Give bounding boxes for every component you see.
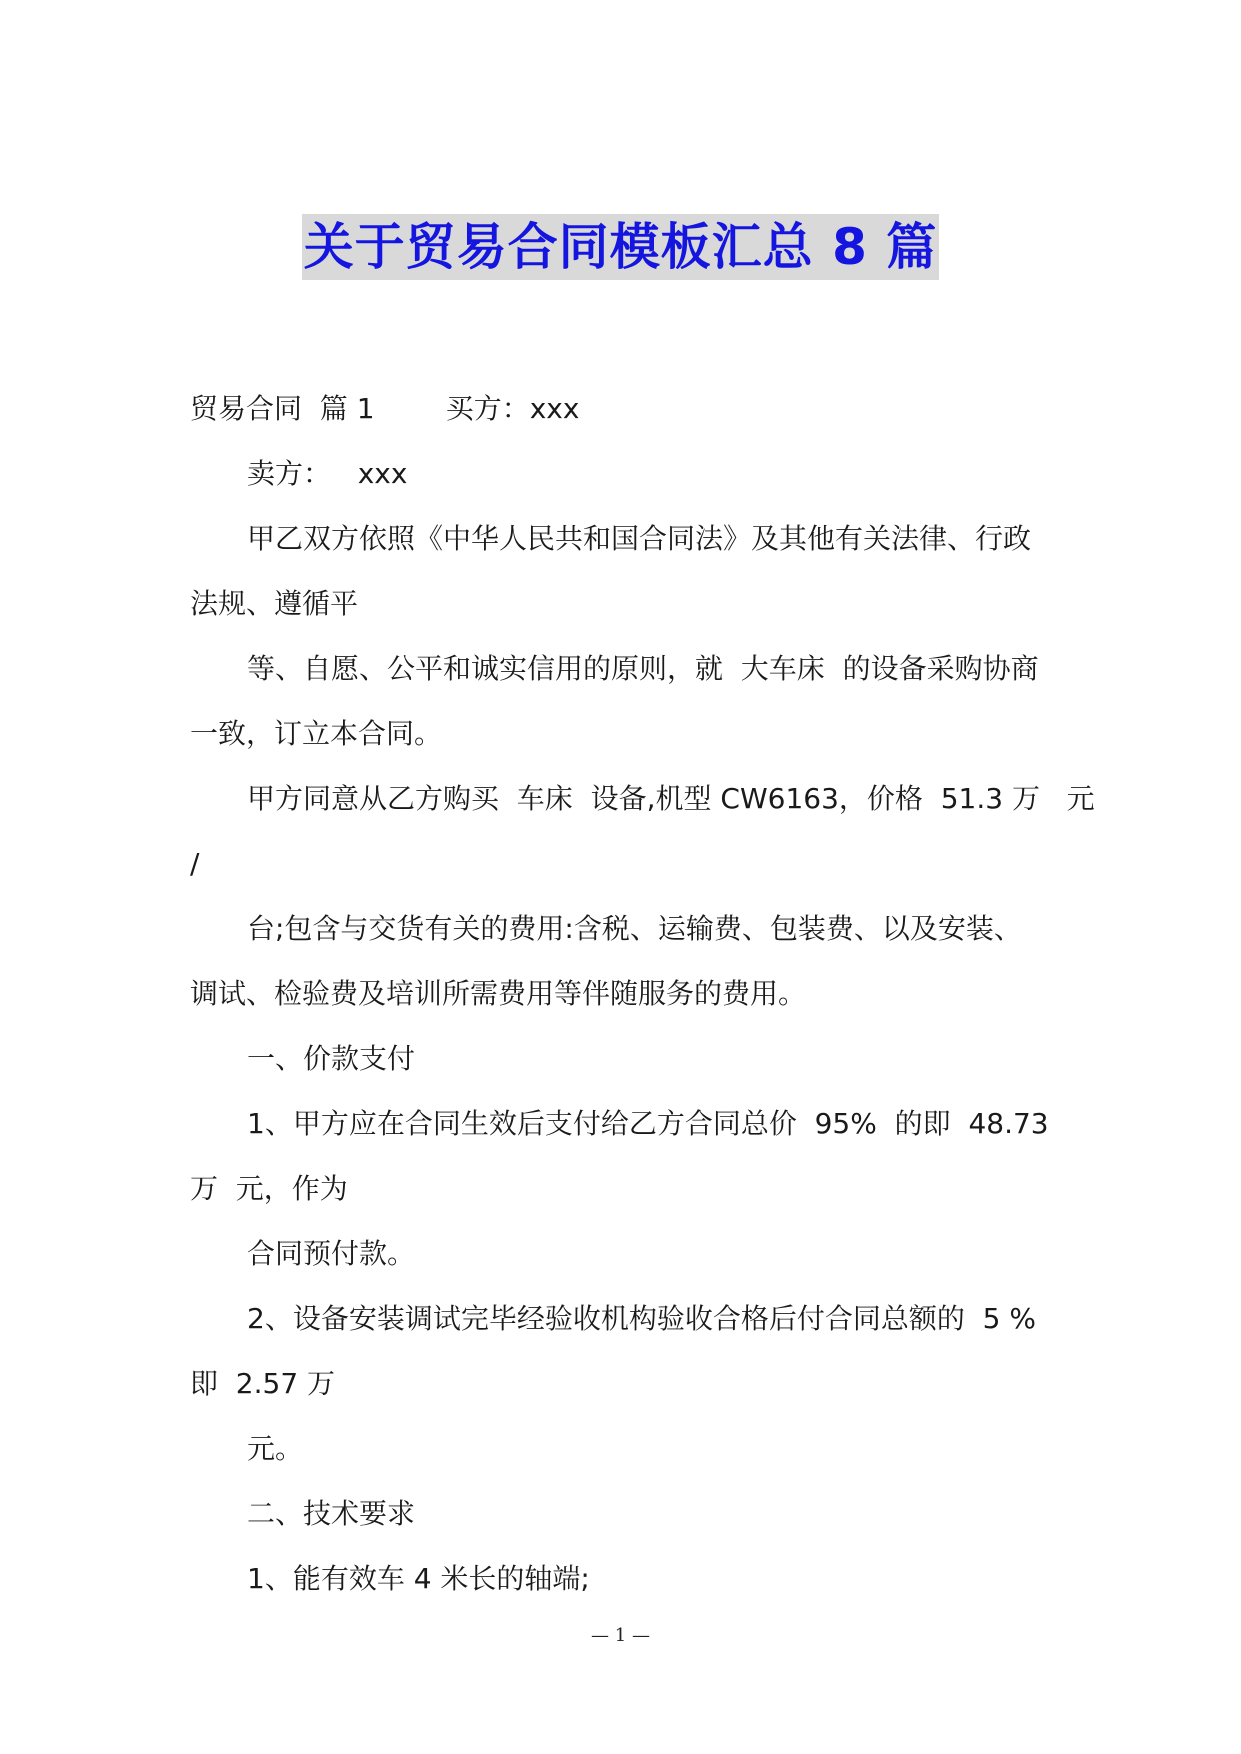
text-line: 法规、遵循平 [190, 587, 359, 620]
text-line: 2、设备安装调试完毕经验收机构验收合格后付合同总额的 5 % [247, 1302, 1036, 1335]
section-heading: 二、技术要求 [247, 1497, 416, 1530]
text-line: 甲方同意从乙方购买 车床 设备,机型 CW6163，价格 51.3 万 元 [247, 782, 1095, 815]
text-line: 一致，订立本合同。 [190, 717, 443, 750]
text-line: 甲乙双方依照《中华人民共和国合同法》及其他有关法律、行政 [247, 522, 1032, 555]
title-wrap [0, 214, 1241, 280]
text-line: 调试、检验费及培训所需费用等伴随服务的费用。 [190, 977, 807, 1010]
text-line: 1、甲方应在合同生效后支付给乙方合同总价 95% 的即 48.73 [247, 1107, 1049, 1140]
text-line: 元。 [247, 1432, 304, 1465]
page-number: — 1 — [591, 1625, 650, 1646]
text-line: 台;包含与交货有关的费用:含税、运输费、包装费、以及安装、 [247, 912, 1022, 945]
text-line: 即 2.57 万 [190, 1367, 336, 1400]
section-heading: 一、价款支付 [247, 1042, 416, 1075]
text-line: 等、自愿、公平和诚实信用的原则，就 大车床 的设备采购协商 [247, 652, 1039, 685]
text-line: 合同预付款。 [247, 1237, 416, 1270]
text-line: 万 元，作为 [190, 1172, 348, 1205]
text-line: 卖方： xxx [247, 457, 408, 490]
text-line: 1、能有效车 4 米长的轴端; [247, 1562, 590, 1595]
document-title: 关于贸易合同模板汇总 8 篇 [302, 214, 940, 280]
text-line: / [190, 847, 200, 880]
text-line: 贸易合同 篇 1 买方：xxx [190, 392, 580, 425]
